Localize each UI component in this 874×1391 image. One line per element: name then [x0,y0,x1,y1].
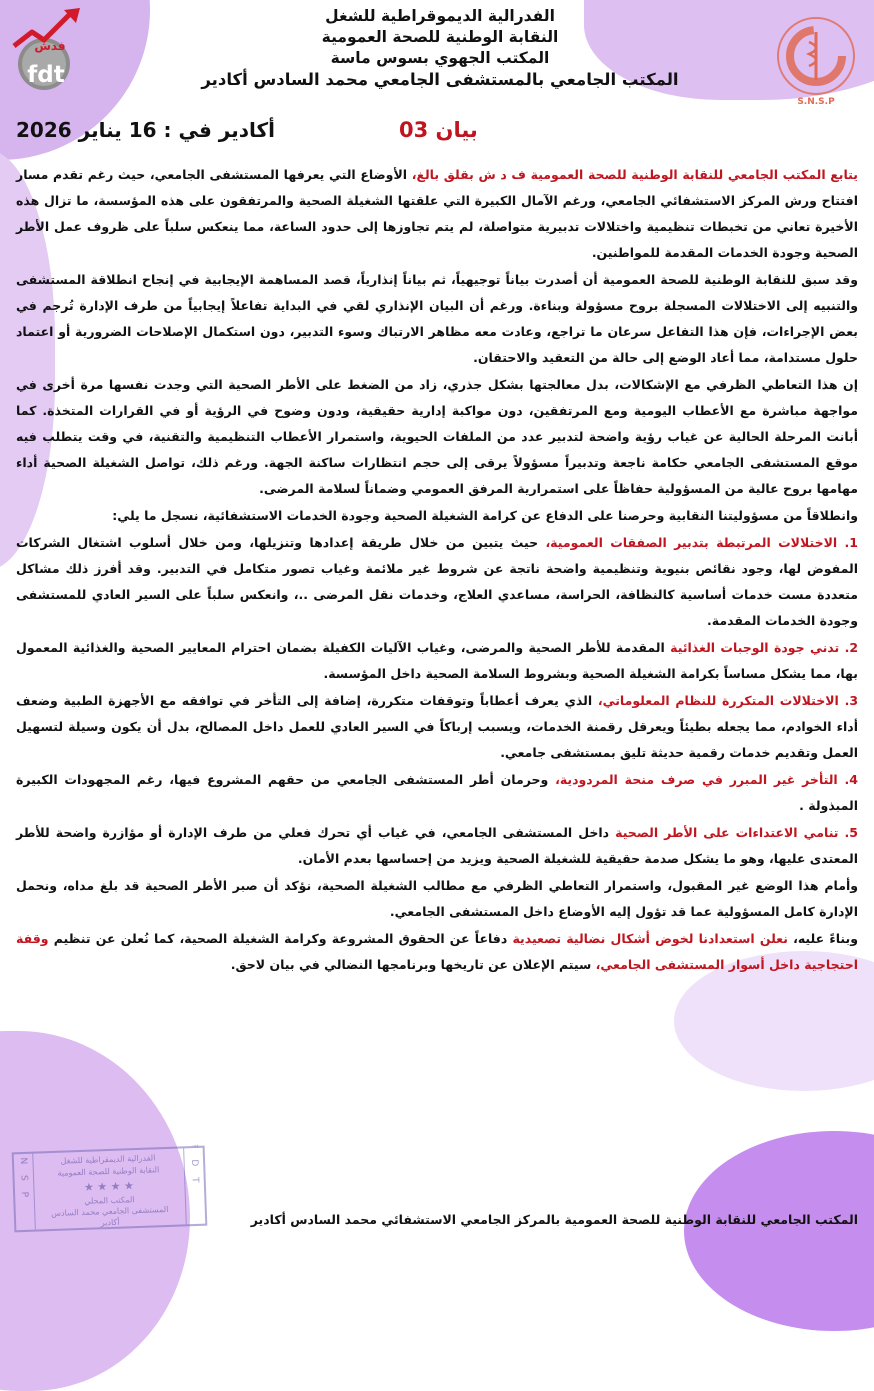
decor-blob-bottom-right [684,1131,874,1331]
snsp-logo [766,8,866,108]
paragraph: إن هذا التعاطي الظرفي مع الإشكالات، بدل معالجتها بشكل جذري، زاد من الضغط على الأطر الصحية التي وجدت نفسها مرة أخرى في مواجهة مباشرة مع الأعطاب اليومية ومع المرتفقين، دون مواكبة إدارية حقيقية، ودون وضوح في الرؤية أو في القرارات المتخذة. كما أبانت المرحلة الحالية عن غياب رؤية واضحة لتدبير عدد من الملفات الحيوية، واستمرار الأعطاب التنظيمية والتقنية، في وقت يتطلب فيه موقع المستشفى الجامعي حكامة ناجعة وتدبيراً مسؤولاً يرقى إلى حجم انتظارات ساكنة الجهة. ورغم ذلك، تواصل الشغيلة الصحية أداء مهامها بروح عالية من المسؤولية حفاظاً على استمرارية المرفق العمومي وضماناً لسلامة المرضى. [16,377,858,496]
university-office: المكتب الجامعي بالمستشفى الجامعي محمد السادس أكادير [201,70,679,89]
item-text: داخل المستشفى الجامعي، في غياب أي تحرك فعلي من طرف الإدارة أو مؤازرة واضحة للأطر المعتدى عليها، وهو ما يشكل صدمة حقيقية للشغيلة الصحية ويزيد من إحساسها بعدم الأمان. [16,825,858,866]
item-lead: الاختلالات المرتبطة بتدبير الصفقات العمومية، [545,535,838,550]
fdt-logo-latin: fdt [27,62,65,88]
snsp-logo-text: S.N.S.P [797,97,835,107]
stamp-fdt-letters: F D T [188,1144,200,1187]
union-name: النقابة الوطنية للصحة العمومية [321,28,559,46]
federation-name: الفدرالية الديموقراطية للشغل [325,7,555,25]
regional-office: المكتب الجهوي بسوس ماسة [330,49,550,67]
statement-date: أكادير في : 16 يناير 2026 [16,118,276,142]
item-text: الذي يعرف أعطاباً وتوقفات متكررة، إضافة إلى التأخر في توافقه مع الأجهزة الطبية وضعف أداء الخوادم، مما يجعله بطيئاً ويعرقل رقمنة الخدمات، ويسبب إرباكاً في السير العادي للعمل داخل المصالح، بدل أن يكون وسيلة لتسهيل العمل وتقديم خدمات رقمية حديثة تليق بمستشفى جامعي. [16,693,858,760]
list-item [16,635,858,687]
stamp-line-2: النقابة الوطنية للصحة العمومية [57,1165,160,1178]
stamp-line-4: المستشفى الجامعي محمد السادس [51,1204,169,1219]
list-item [16,767,858,819]
final-text-3: سيتم الإعلان عن تاريخها وبرنامجها النضالي في بيان لاحق. [230,957,596,972]
paragraph: وانطلاقاً من مسؤوليتنا النقابية وحرصنا على الدفاع عن كرامة الشغيلة الصحية وجودة الخدمات الاستشفائية، نسجل ما يلي: [112,508,858,523]
paragraph: وقد سبق للنقابة الوطنية للصحة العمومية أن أصدرت بياناً توجيهياً، ثم بياناً إنذارياً، قصد المساهمة الإيجابية في إنجاح انطلاقة المستشفى والتنبيه إلى الاختلالات المسجلة بروح مسؤولة وبناءة. ورغم أن البيان الإنذاري لقي في البداية تفاعلاً إيجابياً من طرف الإدارة تُرجم في بعض الإجراءات، فإن هذا التفاعل سرعان ما تراجع، وعادت معه مظاهر الارتباك وسوء التدبير، دون استكمال الإصلاحات الضرورية أو اعتماد حلول مستدامة، مما أعاد الوضع إلى حالة من التعقيد والاحتقان. [16,272,858,365]
item-lead: تنامي الاعتداءات على الأطر الصحية [615,825,839,840]
list-item [16,820,858,872]
fdt-logo-arabic: فدش [34,39,66,53]
intro-paragraph [16,162,858,266]
final-paragraph [16,926,858,978]
statement-title: بيان 03 [399,118,478,142]
item-text: وحرمان أطر المستشفى الجامعي من حقهم المشروع فيها، رغم المجهودات الكبيرة المبذولة . [16,772,858,813]
item-lead: تدني جودة الوجبات الغذائية [670,640,840,655]
stamp-line-3: المكتب المحلي [84,1195,135,1206]
list-item [16,688,858,766]
final-highlight-2: وقفة احتجاجية داخل أسوار المستشفى الجامعي، [16,931,858,972]
item-number: 4. [844,772,858,787]
final-text-2: دفاعاً عن الحقوق المشروعة وكرامة الشغيلة الصحية، كما نُعلن عن تنظيم [48,931,513,946]
item-text: المقدمة للأطر الصحية والمرضى، وغياب الآليات الكفيلة بضمان احترام المعايير الصحية والغذائية المعمول بها، مما يشكل مساساً بكرامة الشغيلة الصحية وبشروط السلامة الصحية داخل المؤسسة. [16,640,858,681]
item-text: حيث يتبين من خلال طريقة إعدادها وتنزيلها، ومن خلال أسلوب اشتغال الشركات المفوض لها، وجود نقائص بنيوية وتنظيمية واضحة ناتجة عن شروط غير ملائمة وغياب تصور متكامل في التدبير. وقد أفرز ذلك مشاكل متعددة مست خدمات أساسية كالنظافة، الحراسة، مساعدي العلاج، وخدمات نقل المرضى ..، وانعكس سلباً على السير العادي للمستشفى وجودة الخدمات المقدمة. [16,535,858,628]
item-number: 1. [844,535,858,550]
letterhead [140,6,740,90]
list-item [16,530,858,634]
item-lead: التأخر غير المبرر في صرف منحة المردودية، [555,772,838,787]
final-text-1: وبناءً عليه، [787,931,859,946]
item-number: 5. [844,825,858,840]
item-number: 3. [844,693,859,708]
closing-paragraph: وأمام هذا الوضع غير المقبول، واستمرار التعاطي الظرفي مع مطالب الشغيلة الصحية، نؤكد أن صبر الأطر الصحية قد بلغ مداه، ونحمل الإدارة كامل المسؤولية عما قد تؤول إليه الأوضاع داخل المستشفى الجامعي. [16,878,858,919]
signature-footer: المكتب الجامعي للنقابة الوطنية للصحة العمومية بالمركز الجامعي الاستشفائي محمد السادس أكادير [250,1212,858,1227]
item-number: 2. [844,640,859,655]
stamp-snsp-letters: S N S P [17,1144,30,1202]
intro-lead: يتابع المكتب الجامعي للنقابة الوطنية للصحة العمومية ف د ش بقلق بالغ، [411,167,858,182]
intro-rest: الأوضاع التي يعرفها المستشفى الجامعي، حيث رغم تقدم مسار افتتاح ورش المركز الاستشفائي الجامعي، ورغم الآمال الكبيرة التي علقتها الشغيلة الصحية والمرتفقون على هذه المؤسسة، ما تزال هذه الأخيرة تعاني من تخبطات تنظيمية واختلالات تدبيرية متواصلة، لم يتم تجاوزها إلى حدود الساعة، مما ينعكس سلباً على ظروف عمل الأطر الصحية وجودة الخدمات المقدمة للمواطنين. [16,167,858,260]
stamp-line-1: الفدرالية الديمقراطية للشغل [60,1153,156,1166]
stamp-stars: ★ ★ ★ ★ [83,1179,135,1194]
final-highlight-1: نعلن استعدادنا لخوض أشكال نضالية تصعيدية [512,931,788,946]
fdt-logo [10,6,90,94]
stamp-line-5: أكادير [100,1217,120,1228]
date-title-bar [16,118,856,148]
item-lead: الاختلالات المتكررة للنظام المعلوماتي، [597,693,839,708]
statement-body [16,162,858,979]
